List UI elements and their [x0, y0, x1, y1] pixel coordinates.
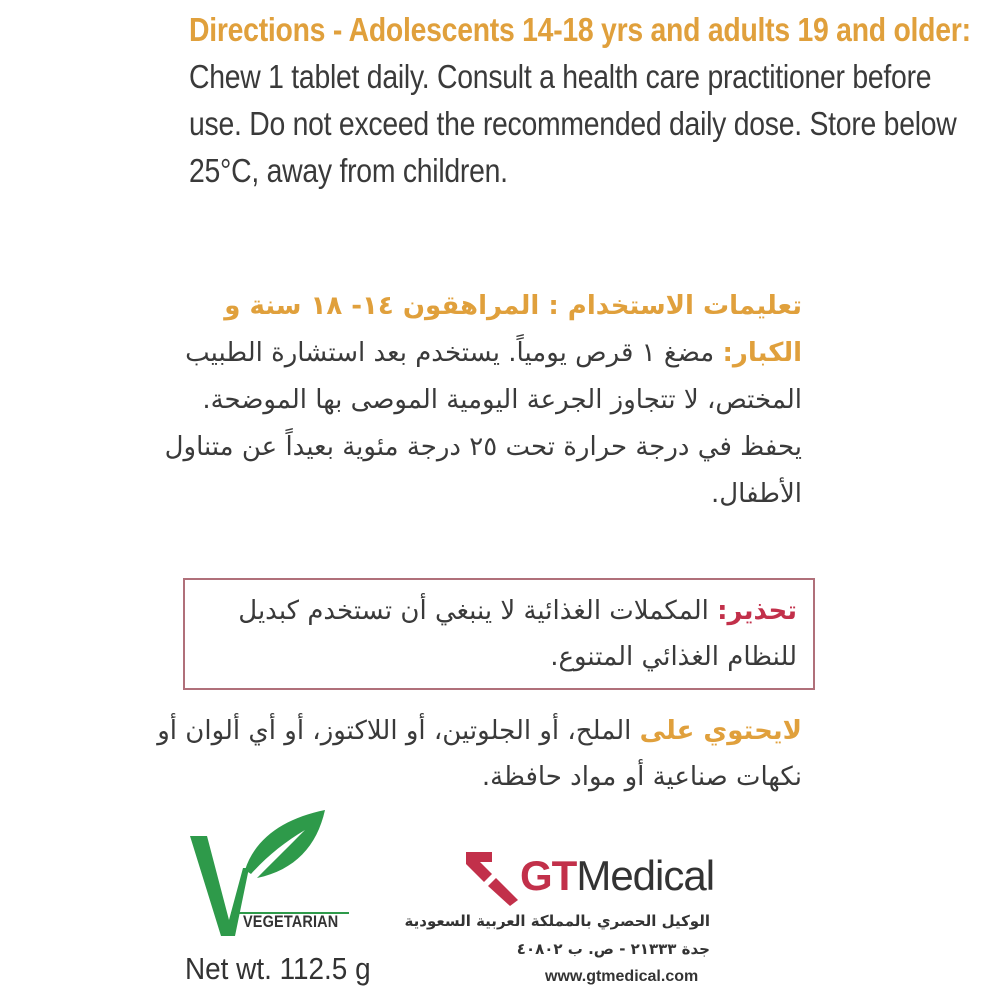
- arabic-directions-body: مضغ ١ قرص يومياً. يستخدم بعد استشارة الطبيب المختص، لا تتجاوز الجرعة اليومية الموصى بها الموضحة. يحفظ في درجة حرارة تحت ٢٥ درجة مئوية بعيداً عن متناول الأطفال.: [164, 338, 802, 509]
- distributor-address-line: جدة ٢١٣٣٣ - ص. ب ٤٠٨٠٢: [516, 940, 710, 958]
- brand-gt: GT: [520, 852, 577, 899]
- english-directions-body: Chew 1 tablet daily. Consult a health care practitioner before use. Do not exceed the recommended daily dose. Store below 25°C, away from children.: [189, 58, 957, 189]
- arabic-directions: [152, 283, 802, 518]
- gt-medical-logo-icon: [462, 848, 522, 908]
- vegetarian-label: VEGETARIAN: [243, 912, 339, 931]
- free-from-label: لايحتوي على: [639, 716, 802, 746]
- english-directions: [189, 6, 980, 194]
- free-from-statement: [152, 708, 802, 800]
- free-from-text: الملح، أو الجلوتين، أو اللاكتوز، أو أي ألوان أو نكهات صناعية أو مواد حافظة.: [157, 716, 802, 792]
- warning-label: تحذير:: [717, 596, 797, 626]
- brand-medical: Medical: [576, 852, 715, 899]
- net-weight: Net wt. 112.5 g: [185, 951, 371, 986]
- distributor-website: www.gtmedical.com: [545, 968, 699, 985]
- arabic-directions-heading: تعليمات الاستخدام : المراهقون ١٤- ١٨ سنة و الكبار:: [224, 291, 802, 368]
- distributor-agent-line: الوكيل الحصري بالمملكة العربية السعودية: [404, 912, 710, 930]
- warning-text: المكملات الغذائية لا ينبغي أن تستخدم كبديل للنظام الغذائي المتنوع.: [238, 596, 797, 672]
- gt-medical-brand: [520, 852, 714, 900]
- warning-text-block: [197, 588, 797, 680]
- warning-box: [183, 578, 815, 690]
- english-directions-heading: Directions - Adolescents 14-18 yrs and adults 19 and older:: [189, 11, 971, 48]
- vegetarian-leaf-icon: [185, 808, 355, 958]
